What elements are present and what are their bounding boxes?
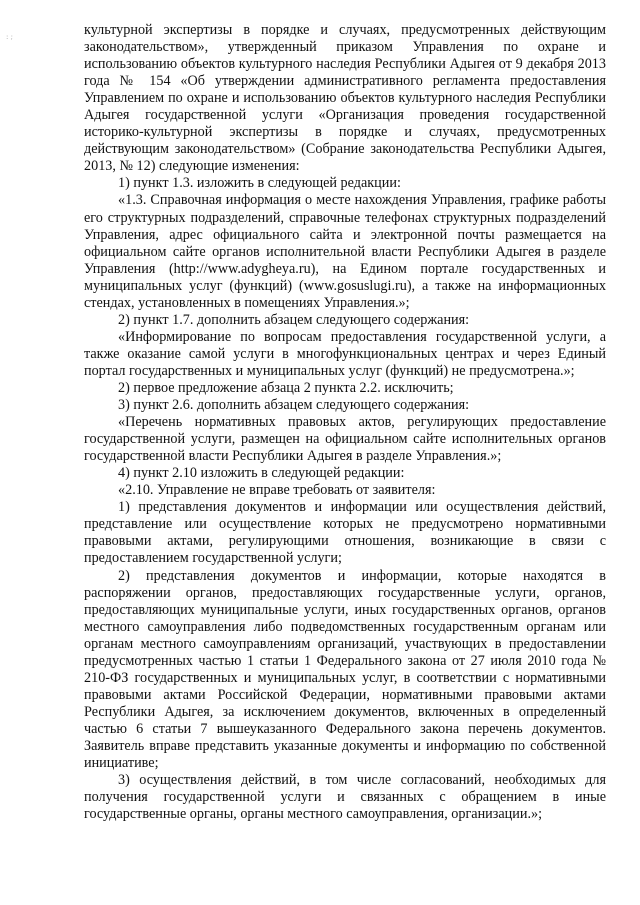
paragraph-sub-2: 2) представления документов и информации, которые находятся в распоряжении органов, предоставляющих государственные услуги, органов, предоставляющих муниципальные услуги, иных государственных органов, органов местного самоуправления либо подведомственных государственным органам или органам местного самоуправлениям организаций, участвующих в предоставлении предусмотренных частью 1 статьи 1 Федерального закона от 27 июля 2010 года № 210-ФЗ государственных и муниципальных услуг, в соответствии с нормативными правовыми актами Российской Федерации, нормативными правовыми актами Республики Адыгея, за исключением документов, включенных в определенный частью 6 статьи 7 вышеуказанного Федерального закона перечень документов. Заявитель вправе представить указанные документы и информацию по собственной инициативе; xyxy=(84,567,606,772)
margin-marks: : ; xyxy=(6,33,13,41)
paragraph-quote-2-6: «Перечень нормативных правовых актов, регулирующих предоставление государственной услуги, размещен на официальном сайте исполнительных органов государственной власти Республики Адыгея в разделе Управления.»; xyxy=(84,414,606,465)
paragraph-quote-2-10: «2.10. Управление не вправе требовать от заявителя: xyxy=(118,482,436,499)
paragraph-item-4: 4) пункт 2.10 изложить в следующей редакции: xyxy=(118,465,405,482)
document-body xyxy=(84,22,606,823)
paragraph-intro: культурной экспертизы в порядке и случаях, предусмотренных действующим законодательством», утвержденный приказом Управления по охране и использованию объектов культурного наследия Республики Адыгея от 9 декабря 2013 года № 154 «Об утверждении административного регламента предоставления Управлением по охране и использованию объектов культурного наследия Республики Адыгея государственной услуги «Организация проведения государственной историко-культурной экспертизы в порядке и случаях, предусмотренных действующим законодательством» (Собрание законодательства Республики Адыгея, 2013, № 12) следующие изменения: xyxy=(84,22,606,175)
paragraph-sub-3: 3) осуществления действий, в том числе согласований, необходимых для получения государственной услуги и связанных с обращением в иные государственные органы, органы местного самоуправления, организации.»; xyxy=(84,772,606,823)
paragraph-item-2b: 2) первое предложение абзаца 2 пункта 2.2. исключить; xyxy=(118,379,454,396)
paragraph-quote-1-7: «Информирование по вопросам предоставления государственной услуги, а также оказание самой услуги в многофункциональных центрах и через Единый портал государственных и муниципальных услуг (функций) не предусмотрена.»; xyxy=(84,328,606,379)
paragraph-quote-1-3: «1.3. Справочная информация о месте нахождения Управления, графике работы его структурных подразделений, справочные телефонах структурных подразделений Управления, адрес официального сайта и электронной почты размещается на официальном сайте органов исполнительной власти Республики Адыгея в разделе Управления (http://www.adygheya.ru), на Едином портале государственных и муниципальных услуг (функций) (www.gosuslugi.ru), а также на информационных стендах, установленных в помещениях Управления.»; xyxy=(84,192,606,311)
paragraph-sub-1: 1) представления документов и информации или осуществления действий, представление или осуществление которых не предусмотрено нормативными правовыми актами, регулирующими отношения, возникающие в связи с предоставлением государственной услуги; xyxy=(84,499,606,567)
paragraph-item-1: 1) пункт 1.3. изложить в следующей редакции: xyxy=(118,175,401,192)
paragraph-item-3: 3) пункт 2.6. дополнить абзацем следующего содержания: xyxy=(118,397,470,414)
paragraph-item-2: 2) пункт 1.7. дополнить абзацем следующего содержания: xyxy=(118,311,470,328)
